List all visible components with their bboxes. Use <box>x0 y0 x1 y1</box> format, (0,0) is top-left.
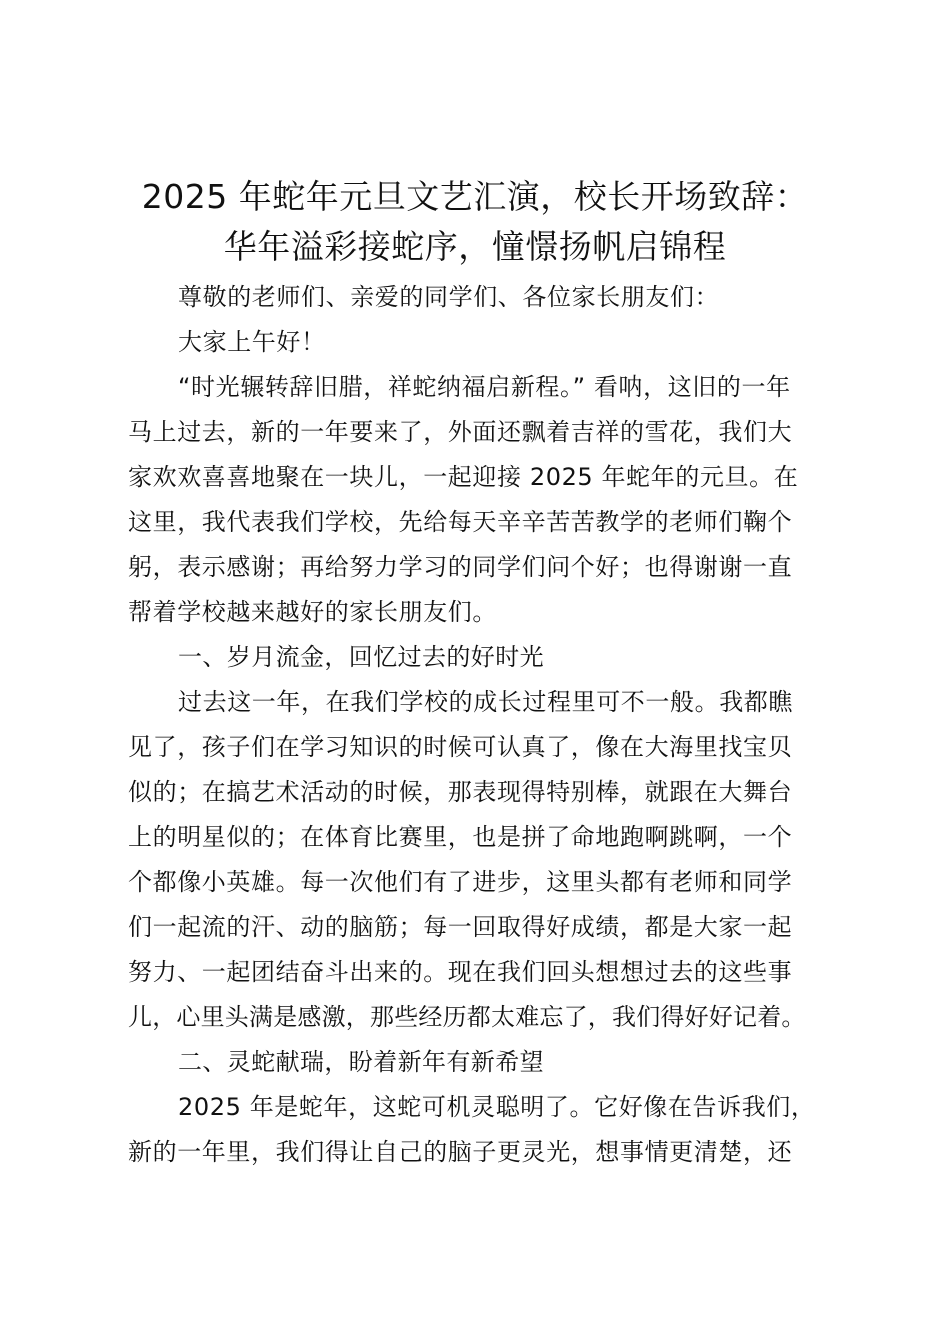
document-title-line-1: 2025 年蛇年元旦文艺汇演，校长开场致辞： <box>141 177 809 216</box>
paragraph-line: 帮着学校越来越好的家长朋友们。 <box>128 598 497 626</box>
paragraph-line: 2025 年是蛇年，这蛇可机灵聪明了。它好像在告诉我们， <box>178 1093 816 1121</box>
paragraph-line: 们一起流的汗、动的脑筋；每一回取得好成绩，都是大家一起 <box>128 913 793 941</box>
paragraph-line: 过去这一年，在我们学校的成长过程里可不一般。我都瞧 <box>178 688 793 716</box>
salutation: 尊敬的老师们、亲爱的同学们、各位家长朋友们： <box>178 283 720 311</box>
paragraph-line: 躬，表示感谢；再给努力学习的同学们问个好；也得谢谢一直 <box>128 553 793 581</box>
paragraph-line: “时光辗转辞旧腊，祥蛇纳福启新程。” 看呐，这旧的一年 <box>178 373 791 401</box>
paragraph-line: 努力、一起团结奋斗出来的。现在我们回头想想过去的这些事 <box>128 958 793 986</box>
paragraph-line: 上的明星似的；在体育比赛里，也是拼了命地跑啊跳啊，一个 <box>128 823 793 851</box>
paragraph-line: 见了，孩子们在学习知识的时候可认真了，像在大海里找宝贝 <box>128 733 793 761</box>
paragraph-line: 儿，心里头满是感激，那些经历都太难忘了，我们得好好记着。 <box>128 1003 806 1031</box>
paragraph-line: 这里，我代表我们学校，先给每天辛辛苦苦教学的老师们鞠个 <box>128 508 793 536</box>
paragraph-line: 马上过去，新的一年要来了，外面还飘着吉祥的雪花，我们大 <box>128 418 793 446</box>
document-title-line-2: 华年溢彩接蛇序，憧憬扬帆启锦程 <box>223 227 727 266</box>
section-heading-2: 二、灵蛇献瑞，盼着新年有新希望 <box>178 1048 544 1076</box>
paragraph-line: 新的一年里，我们得让自己的脑子更灵光，想事情更清楚，还 <box>128 1138 793 1166</box>
paragraph-line: 个都像小英雄。每一次他们有了进步，这里头都有老师和同学 <box>128 868 793 896</box>
paragraph-line: 家欢欢喜喜地聚在一块儿，一起迎接 2025 年蛇年的元旦。在 <box>128 463 799 491</box>
paragraph-line: 似的；在搞艺术活动的时候，那表现得特别棒，就跟在大舞台 <box>128 778 793 806</box>
section-heading-1: 一、岁月流金，回忆过去的好时光 <box>178 643 544 671</box>
greeting: 大家上午好！ <box>178 328 326 356</box>
